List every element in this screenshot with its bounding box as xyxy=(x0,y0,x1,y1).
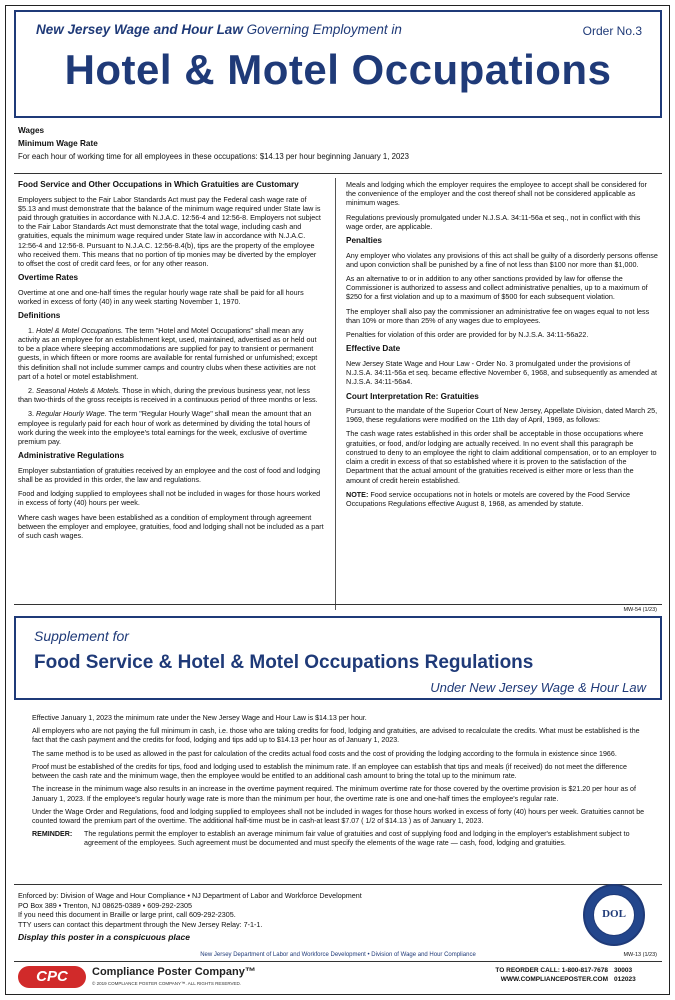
divider xyxy=(14,961,662,962)
admin-text-1: Employer substantiation of gratuities received by an employee and the cost of food and lodging shall be as provided in this order, the law and regulations. xyxy=(18,465,321,485)
header-subtitle xyxy=(36,22,402,37)
supplement-text-4: Proof must be established of the credits for tips, food and lodging used to establish the minimum rate. If an employee can establish that tips and meals (if received) do not meet the difference between the cash rate and the minimum wage, then the employee would be entitled to an additional cash amount to bring the total up to the minimum rate. xyxy=(32,762,627,781)
definition-1 xyxy=(18,326,324,381)
supplement-text-6: Under the Wage Order and Regulations, food and lodging supplied to employees shall not be included in wages for those hours worked in excess of forty (40) hours per week. Gratuities cannot be counted toward the premium part of the overtime. The additional half-time must be in cash-at least $7.07 ( 1/2 of $14.13 ) as of January 1, 2023. xyxy=(32,807,645,825)
reminder-text: The regulations permit the employer to establish an average minimum fair value of gratuities and cost of supplying food and lodging in the employer's establishment subject to agreement of the employees. Such agreement must be documented and must specify the elements of the wage rate — cash, food, lodging and gratuities. xyxy=(84,830,630,848)
min-wage-heading: Minimum Wage Rate xyxy=(18,139,98,148)
footer-info xyxy=(18,891,538,943)
overtime-text: Overtime at one and one-half times the regular hourly wage rate shall be paid for all hours worked in excess of forty (40) in any week starting November 1, 1970. xyxy=(18,287,304,306)
subtitle-law: New Jersey Wage and Hour Law xyxy=(36,22,243,37)
wages-heading: Wages xyxy=(18,126,45,135)
supplement-body xyxy=(32,714,652,849)
definition-term: Seasonal Hotels & Motels. xyxy=(36,386,121,395)
overtime-heading: Overtime Rates xyxy=(18,273,79,283)
definition-term: Hotel & Motel Occupations. xyxy=(36,325,124,335)
cpc-logo: CPC xyxy=(18,966,86,988)
footer-braille: If you need this document in Braille or large print, call 609-292-2305. xyxy=(18,910,236,920)
definition-number: 1. xyxy=(28,325,34,335)
dol-seal-icon xyxy=(583,884,645,946)
supplement-text-3: The same method is to be used as allowed in the past for calculation of the credits actual food costs and the cost of providing the lodging according to the formula in existence since 1966. xyxy=(32,749,617,758)
regs-text: Regulations previously promulgated under N.J.S.A. 34:11-56a et seq., not in conflict with this wage order, are applicable. xyxy=(346,212,641,231)
definition-number: 3. xyxy=(28,409,34,419)
definition-2 xyxy=(18,386,324,404)
penalties-text-4: Penalties for violation of this order are provided for by N.J.S.A. 34:11-56a22. xyxy=(346,330,589,340)
definition-number: 2. xyxy=(28,386,34,395)
seal-text: DOL xyxy=(602,908,626,920)
admin-text-3: Where cash wages have been established as a condition of employment through agreement between the employer and employee, gratuities, food and lodging shall not be included as a part of such cash wages. xyxy=(18,512,324,541)
form-code: MW-13 (1/23) xyxy=(623,952,657,958)
order-number: Order No.3 xyxy=(582,24,642,38)
product-code: 30003 xyxy=(614,967,633,974)
admin-heading: Administrative Regulations xyxy=(18,451,125,461)
wages-section xyxy=(18,126,658,164)
reorder-site: WWW.COMPLIANCEPOSTER.COM xyxy=(500,976,608,984)
reorder-phone: TO REORDER CALL: 1-800-817-7678 xyxy=(495,967,608,974)
display-notice: Display this poster in a conspicuous place xyxy=(18,931,190,942)
meals-text: Meals and lodging which the employer requires the employee to accept shall be considered for the convenience of the employer and the cost thereof shall not be considered applicable as minimum wages. xyxy=(346,180,647,208)
court-text-1: Pursuant to the mandate of the Superior Court of New Jersey, Appellate Division, dated March 25, 1969, these regulations were modified on the 11th day of April, 1969, as follows: xyxy=(346,406,658,425)
seal-inner xyxy=(593,894,635,936)
penalties-text-1: Any employer who violates any provisions of this act shall be guilty of a disorderly persons offense and upon conviction shall be punished by a fine of not less than $100 nor more than $1,000. xyxy=(346,250,658,269)
divider xyxy=(14,604,662,605)
effective-text: New Jersey State Wage and Hour Law - Order No. 3 promulgated under the provisions of N.J.S.A. 34:11-56a et seq. became effective November 6, 1968, and subsequently as amended at N.J.S.A. 34:11-56a4. xyxy=(346,358,657,387)
form-code: MW-54 (1/23) xyxy=(623,607,657,613)
note-label: NOTE: xyxy=(346,489,369,499)
reminder-label: REMINDER: xyxy=(32,830,73,839)
food-text: Employers subject to the Fair Labor Standards Act must pay the Federal cash wage rate of $5.13 and must demonstrate that the balance of the minimum wage required under State law is paid through gratuities in accordance with N.J.A.C. 12:56-4 and 12:56-8. Employers not subject to the Fair Labor Standards Act must demonstrate that the total wage, including cash and gratuities, equals the minimum wage required under State law in accordance with N.J.A.C. 12:56-4 and 12:56-8. Pursuant to N.J.A.C. 12:56-8.4(b), tips are the property of the employee who received them. This means that no portion of tip monies may be diverted by the employer to offset the cost of credit card fees, or for any other reason. xyxy=(18,194,321,269)
supplement-title: Food Service & Hotel & Motel Occupations Regulations xyxy=(34,652,534,673)
definition-term: Regular Hourly Wage. xyxy=(36,409,107,419)
poster-header xyxy=(14,10,662,118)
supplement-for: Supplement for xyxy=(34,628,129,644)
column-divider xyxy=(335,178,336,610)
supplement-text-5: The increase in the minimum wage also results in an increase in the overtime payment required. The minimum overtime rate for those covered by the overtime provision is $21.20 per hour as of January 1, 2023. If the employee's regular hourly wage rate is more than the minimum per hour, the overtime rate is one and one-half times the employee's regular rate. xyxy=(32,785,636,803)
definition-body: The term "Hotel and Motel Occupations" shall mean any activity as an employee for an establishment kept, used, maintained, advertised as or held out to be a place where sleeping accommodations are supplied for pay to transient or permanent guests, in which fifteen or more rooms are available for rental furnished or unfurnished; except this definition shall not include summer camps and country clubs when these activities are not part of a hotel or motel establishment. xyxy=(18,325,318,381)
page-title: Hotel & Motel Occupations xyxy=(64,46,612,93)
penalties-heading: Penalties xyxy=(346,236,382,246)
brand-name: Compliance Poster Company™ xyxy=(92,966,256,978)
note-text xyxy=(346,490,658,508)
definition-body: Those in which, during the previous business year, not less than two-thirds of the gross receipts is received in a continuous period of three months or less. xyxy=(18,386,318,405)
note-body: Food service occupations not in hotels or motels are covered by the Food Service Occupations Regulations effective August 8, 1968, as amended by statute. xyxy=(346,489,631,508)
food-heading: Food Service and Other Occupations in Which Gratuities are Customary xyxy=(18,180,299,189)
brand-copyright: © 2019 COMPLIANCE POSTER COMPANY™. ALL RIGHTS RESERVED. xyxy=(92,981,242,986)
admin-text-2: Food and lodging supplied to employees shall not be included in wages for those hours worked in excess of forty (40) hours per week. xyxy=(18,489,321,508)
supplement-header xyxy=(14,616,662,700)
court-text-2: The cash wage rates established in this order shall be acceptable in those occupations where gratuities, or food, and/or lodging are actually received. In no event shall this paragraph be construed to deny to an employee the right to claim additional compensation, or to an employer to claim a credit in excess of that so established where it is proven to the satisfaction of the Department that the actual amount of the gratuities received is either more or less than the amount of credit herein established. xyxy=(346,429,657,485)
supplement-under: Under New Jersey Wage & Hour Law xyxy=(430,680,646,695)
divider xyxy=(14,173,662,174)
footer-enforced: Enforced by: Division of Wage and Hour Compliance • NJ Department of Labor and Workforce Development xyxy=(18,891,362,900)
penalties-text-2: As an alternative to or in addition to any other sanctions provided by law for offense the Commissioner is authorized to assess and collect administrative penalties, up to a maximum of $250 for a first violation and up to a maximum of $500 for each subsequent violation. xyxy=(346,274,648,302)
min-wage-text: For each hour of working time for all employees in these occupations: $14.13 per hour beginning January 1, 2023 xyxy=(18,152,409,161)
divider xyxy=(14,884,662,885)
subtitle-rest: Governing Employment in xyxy=(242,22,402,37)
department-line: New Jersey Department of Labor and Workforce Development • Division of Wage and Hour Compliance xyxy=(200,952,476,958)
supplement-text-1: Effective January 1, 2023 the minimum rate under the New Jersey Wage and Hour Law is $14.13 per hour. xyxy=(32,714,367,722)
footer-address: PO Box 389 • Trenton, NJ 08625-0389 • 609-292-2305 xyxy=(18,900,193,910)
definition-body: The term "Regular Hourly Wage" shall mean the amount that an employee is regularly paid for each hour of work as determined by dividing the total hours of work during the week into the employee's total earnings for the week, exclusive of overtime premium pay. xyxy=(18,409,312,447)
court-heading: Court Interpretation Re: Gratuities xyxy=(346,391,479,401)
effective-heading: Effective Date xyxy=(346,344,401,354)
reminder xyxy=(32,830,652,848)
footer-tty: TTY users can contact this department through the New Jersey Relay: 7-1-1. xyxy=(18,920,263,930)
right-column xyxy=(346,180,658,513)
definition-3 xyxy=(18,409,324,446)
left-column xyxy=(18,180,324,545)
definitions-heading: Definitions xyxy=(18,311,61,321)
supplement-text-2: All employers who are not paying the full minimum in cash, i.e. those who are taking credits for food, lodging and gratuities, are advised to recalculate the credits. What must be established is the fact that the cash payment and the credits for food, lodging and tips add up to $14.13 per hour as of January 1, 2023. xyxy=(32,727,640,745)
edition-code: 012023 xyxy=(614,976,636,984)
reorder-info xyxy=(440,966,608,984)
product-codes xyxy=(614,966,636,984)
penalties-text-3: The employer shall also pay the commissioner an administrative fee on wages equal to not less than 10% or more than 25% of any wages due to employees. xyxy=(346,306,650,325)
